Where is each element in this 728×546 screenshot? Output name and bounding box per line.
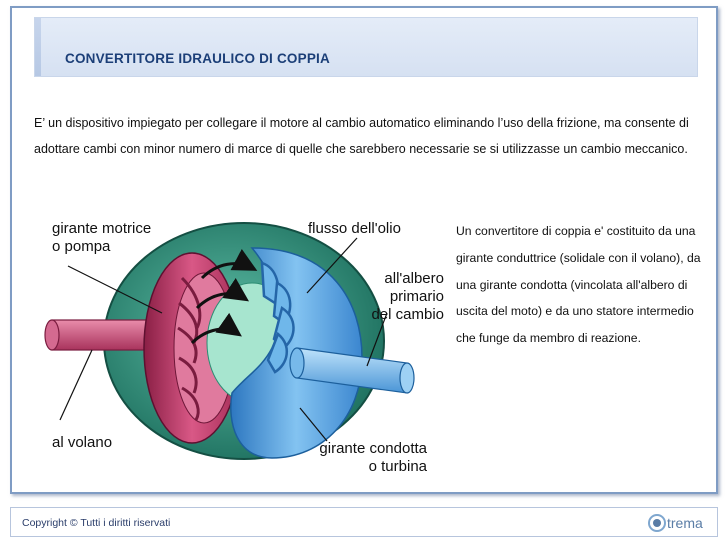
footer-bar (10, 507, 718, 537)
intro-paragraph: E’ un dispositivo impiegato per collegare il motore al cambio automatico eliminando l’uso della frizione, ma consente di adottare cambi con minor numero di marce di quelle che sarebbero necessarie se si utilizzasse un cambio meccanico. (34, 116, 689, 156)
label-flusso-olio: flusso dell'olio (308, 220, 401, 237)
slide-title: CONVERTITORE IDRAULICO DI COPPIA (65, 51, 330, 66)
label-al-volano: al volano (52, 434, 113, 451)
brand-logo (647, 511, 711, 535)
title-box (34, 17, 698, 77)
slide-frame (10, 6, 718, 494)
torque-converter-diagram (32, 208, 452, 493)
logo-text: trema (667, 515, 703, 531)
label-albero-primario: all'albero primario del cambio (371, 270, 444, 323)
label-girante-motrice: girante motrice o pompa (52, 220, 152, 255)
label-girante-condotta: girante condotta o turbina (319, 440, 427, 475)
copyright-text: Copyright © Tutti i diritti riservati (22, 517, 171, 529)
title-accent-bar (35, 18, 41, 76)
circle-e-logo-icon (647, 511, 667, 533)
side-paragraph: Un convertitore di coppia e' costituito da una girante conduttrice (solidale con il volano), da una girante condotta (vincolata all'albero di uscita del moto) e da uno statore intermedio che funge da membro di reazione. (456, 224, 701, 346)
